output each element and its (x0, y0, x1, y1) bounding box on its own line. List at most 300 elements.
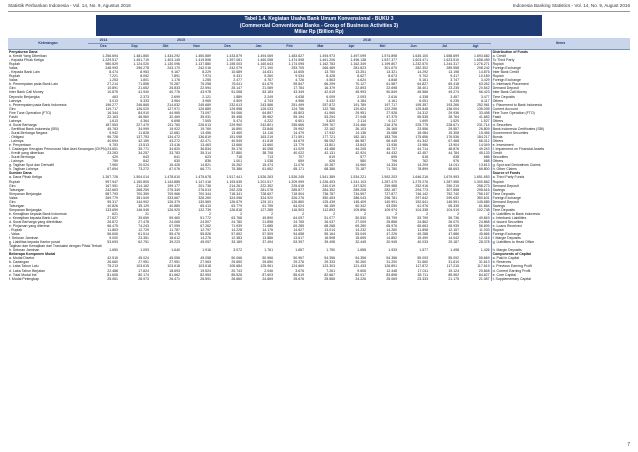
row-label-id: h. Tagihan Lainnya (9, 167, 39, 172)
value-cell: 9.606 (357, 268, 367, 273)
value-cell: 231.714 (476, 122, 490, 127)
row-label-en: Inter Bank Call Money (491, 90, 630, 94)
value-cell: 55.669 (478, 256, 490, 261)
value-cell: 6.117 (388, 118, 398, 123)
value-cell: 140.991 (384, 199, 398, 204)
value-cell: 31.610 (448, 260, 460, 265)
value-cell: 6.235 (450, 98, 460, 103)
value-cell: 3.820 (326, 118, 336, 123)
row-label-en: Securities (491, 155, 630, 159)
year-2015-header: 2015 (119, 38, 243, 44)
value-cell: 26.872 (107, 219, 118, 224)
value-cell: 66.299 (324, 82, 336, 87)
value-cell: 45.056 (169, 256, 180, 261)
value-cell: 24.507 (200, 219, 211, 224)
row-label-en: a. Paid in Capital (491, 256, 630, 260)
value-cell: 44.205 (355, 147, 367, 152)
value-cell: 41.940 (138, 90, 149, 95)
value-cell: 10.189 (478, 74, 490, 79)
value-cell: 40.826 (107, 203, 118, 208)
value-cell: 2 (457, 211, 460, 216)
value-cell: 26.070 (448, 219, 460, 224)
value-cell: 85.962 (448, 272, 460, 277)
month-header: Agt (460, 44, 491, 50)
value-cell: 34.999 (138, 126, 149, 131)
month-header: Sep (119, 44, 150, 50)
row-label-id: h. Setoran Jaminan (9, 248, 40, 253)
value-cell: 44.432 (386, 151, 398, 156)
value-cell: 125.961 (260, 264, 274, 269)
value-cell: 171.591 (291, 134, 305, 139)
value-cell: 27.214 (107, 82, 118, 87)
month-header: Des (88, 44, 119, 50)
items-header: Items (491, 38, 630, 50)
value-cell: 51.772 (200, 215, 211, 220)
value-cell: 12.416 (478, 236, 490, 241)
value-cell: 57.509 (262, 232, 274, 237)
value-cell: 15.474 (262, 163, 274, 168)
value-cell: 1.496.138 (350, 58, 367, 63)
value-cell: 34.820 (169, 147, 180, 152)
value-cell: 53.183 (262, 90, 274, 95)
row-label-en: g. Spot and Derivatives Claims (491, 163, 630, 167)
value-cell: 13.251 (355, 70, 367, 75)
value-cell: 26.973 (138, 276, 149, 281)
value-cell: 55.826 (200, 232, 211, 237)
value-cell: 13.779 (293, 143, 305, 148)
value-cell: 81.662 (169, 272, 180, 277)
value-cell: 1.093 (140, 248, 149, 253)
row-label-id: Tagihan dan Kewajiban dari Transaksi dengan Pihak Terkait (9, 244, 102, 249)
value-cell: 214.466 (353, 122, 367, 127)
value-cell: 187.553 (105, 122, 118, 127)
value-cell: 17.824 (138, 268, 149, 273)
value-cell: 301.670 (384, 66, 398, 71)
value-cell: 80.174 (138, 272, 149, 277)
value-cell: 136.004 (446, 106, 460, 111)
month-header: Mar (305, 44, 336, 50)
value-cell: 9.034 (295, 74, 305, 79)
value-cell: 1.244.317 (443, 62, 460, 67)
row-label-en: Rupiah (491, 228, 630, 232)
value-cell: 61.755 (262, 203, 274, 208)
value-cell: 580 (360, 159, 367, 164)
row-label-id: c. Penempatan pada Bank Indonesia (9, 102, 67, 107)
value-cell: 307.558 (446, 187, 460, 192)
value-cell: 59.194 (293, 114, 305, 119)
value-cell: 1.541.389 (319, 175, 336, 180)
row-label-id: a. Kredit Yang Diberikan (9, 54, 47, 59)
value-cell: 25.676 (293, 276, 305, 281)
value-cell: 19.922 (169, 126, 180, 131)
value-cell: 14.479 (293, 130, 305, 135)
value-cell: 643 (143, 155, 149, 160)
value-cell: 299.632 (446, 195, 460, 200)
value-cell: 73.097 (200, 110, 211, 115)
row-label-id: b. Cadangan (9, 260, 30, 265)
value-cell: 117.872 (415, 264, 429, 269)
value-cell: 3.964 (171, 98, 180, 103)
value-cell: 65.171 (293, 167, 305, 172)
value-cell: 1.434.292 (164, 54, 180, 59)
row-label-en: h. Other Claims (491, 167, 630, 171)
table-body (8, 50, 630, 281)
value-cell: 196.277 (105, 102, 118, 107)
value-cell: 26.660 (107, 260, 118, 265)
value-cell: 271.190 (260, 66, 274, 71)
row-label-id: Tabungan (9, 187, 25, 192)
row-label-en: b. Liabilities to Bank Indonesia (491, 212, 630, 216)
value-cell: 5.474 (233, 118, 243, 123)
value-cell: 40.694 (107, 139, 118, 144)
value-cell: 296.278 (136, 66, 149, 71)
value-cell: 7.505 (202, 118, 211, 123)
value-cell: 41.618 (262, 139, 274, 144)
value-cell: 25.061 (107, 276, 118, 281)
value-cell: 14.334 (386, 163, 398, 168)
value-cell: 28.764 (448, 114, 460, 119)
value-cell: 15.490 (417, 236, 429, 241)
table-unit: Miliar Rp (Billion Rp) (294, 29, 344, 35)
row-label-en: Demand Deposit (491, 86, 630, 90)
value-cell: 125.848 (415, 106, 429, 111)
value-cell: 13.456 (200, 130, 211, 135)
value-cell: 9.417 (450, 74, 460, 79)
value-cell: 1.497.099 (350, 54, 367, 59)
row-label-id: Fine Tune Operation (FTO) (9, 110, 52, 115)
value-cell: 41.960 (324, 110, 336, 115)
value-cell: 6.117 (481, 98, 490, 103)
value-cell: 227.479 (136, 122, 149, 127)
value-cell: 1.603.471 (412, 58, 429, 63)
value-cell: 13.014 (324, 228, 336, 233)
value-cell: 14.627 (293, 228, 305, 233)
value-cell: 222.352 (260, 183, 274, 188)
value-cell: 13.843 (355, 143, 367, 148)
row-label-en: Time Deposits (491, 208, 630, 212)
value-cell: 31.613 (478, 260, 490, 265)
value-cell: 40.549 (231, 139, 243, 144)
value-cell: 1.650 (109, 248, 118, 253)
value-cell: 248.993 (105, 66, 118, 71)
value-cell: 16.426 (169, 163, 180, 168)
value-cell: 9.000 (109, 236, 118, 241)
row-label-id: g. Liabilitas kepada Kantor pusat (9, 240, 60, 245)
value-cell: 246.865 (136, 102, 149, 107)
value-cell: 40.022 (293, 151, 305, 156)
value-cell: 18.612 (169, 236, 180, 241)
value-cell: 463 (112, 94, 118, 99)
value-cell: 35.771 (138, 147, 149, 152)
row-label-id: a. Modal Disetor (9, 256, 35, 261)
value-cell: 666 (483, 155, 490, 160)
value-cell: 250.219 (446, 183, 460, 188)
value-cell: 9.702 (419, 74, 429, 79)
row-label-id: - Lainnya (9, 139, 24, 144)
value-cell: 1.801 (140, 78, 149, 83)
value-cell: 13.463 (200, 143, 211, 148)
value-cell: 23.263 (107, 151, 118, 156)
value-cell: 242.801 (260, 122, 274, 127)
value-cell: 66.475 (107, 224, 118, 229)
value-cell: 2 (178, 211, 180, 216)
value-cell: 50.967 (293, 256, 305, 261)
row-label-en: f. Impairment on Financial Assets (491, 147, 630, 151)
value-cell: 15.456 (478, 130, 490, 135)
value-cell: 65.976 (386, 224, 398, 229)
value-cell: 20.024 (138, 163, 149, 168)
value-cell: 240.019 (322, 183, 336, 188)
row-label-en: To Third Party (491, 58, 630, 62)
value-cell: 59.847 (293, 82, 305, 87)
value-cell: 14.876 (478, 70, 490, 75)
value-cell: 1.433.879 (226, 54, 243, 59)
value-cell: 27.951 (138, 260, 149, 265)
value-cell: 1.461.206 (319, 58, 336, 63)
value-cell: 61.976 (417, 203, 429, 208)
value-cell: 102.748 (476, 207, 490, 212)
value-cell: 21.175 (448, 276, 460, 281)
value-cell: 53.397 (293, 240, 305, 245)
value-cell: 103.618 (198, 264, 211, 269)
value-cell: 718.504 (291, 191, 305, 196)
value-cell: 53.294 (324, 114, 336, 119)
value-cell: 61.342 (417, 139, 429, 144)
value-cell: 40.776 (169, 90, 180, 95)
value-cell: 199.177 (167, 183, 180, 188)
value-cell: 1.450.889 (195, 54, 211, 59)
value-cell: 718.341 (229, 191, 243, 196)
month-header: Jul (429, 44, 460, 50)
value-cell: 75.213 (107, 264, 118, 269)
value-cell: 281.823 (353, 66, 367, 71)
value-cell: 4.222 (264, 118, 274, 123)
value-cell: 14.852 (386, 236, 398, 241)
value-cell: 275.349 (167, 187, 180, 192)
value-cell: 228.671 (446, 122, 460, 127)
value-cell: 62.751 (138, 240, 149, 245)
row-label-id: Simpanan Berjangka (9, 191, 42, 196)
value-cell: 24.669 (262, 276, 274, 281)
value-cell: 83.711 (417, 272, 429, 277)
row-label-id: d. Surat Berharga (9, 122, 37, 127)
value-cell: 55.092 (448, 256, 460, 261)
value-cell: 229.960 (229, 122, 243, 127)
value-cell: 32.469 (169, 114, 180, 119)
value-cell: 324.056 (229, 195, 243, 200)
value-cell: 21.652 (138, 86, 149, 91)
value-cell: 14.960 (355, 163, 367, 168)
value-cell: 45.737 (386, 147, 398, 152)
value-cell: 167.951 (105, 183, 118, 188)
value-cell: 40.058 (262, 147, 274, 152)
value-cell: 282.187 (384, 187, 398, 192)
value-cell: 1.419.896 (195, 58, 211, 63)
value-cell: 71.939 (231, 224, 243, 229)
value-cell: 12.797 (200, 228, 211, 233)
value-cell: 29.992 (293, 126, 305, 131)
row-label-id: Rupiah (9, 62, 21, 67)
value-cell: 14.209 (417, 163, 429, 168)
value-cell: 9.753 (109, 143, 118, 148)
value-cell: 1.640 (171, 248, 180, 253)
value-cell: 268.259 (136, 187, 149, 192)
value-cell: 29.650 (231, 260, 243, 265)
row-label-en: Demand Deposit (491, 200, 630, 204)
row-label-en: f. Margin Deposits (491, 236, 630, 240)
value-cell: 1.193.635 (226, 179, 243, 184)
value-cell: 1.577 (419, 248, 429, 253)
value-cell: 56.606 (107, 232, 118, 237)
value-cell: 24.780 (231, 219, 243, 224)
value-cell: 4.338 (419, 94, 429, 99)
value-cell: 2 (240, 211, 243, 216)
value-cell: 95.317 (107, 199, 118, 204)
value-cell: 29.187 (448, 240, 460, 245)
value-cell: 163.219 (260, 134, 274, 139)
value-cell: 45.566 (417, 90, 429, 95)
value-cell: 22.163 (107, 114, 118, 119)
row-label-id: Simpanan Berjangka (9, 207, 42, 212)
value-cell: 1.229.517 (102, 58, 118, 63)
value-cell: 350.601 (476, 195, 490, 200)
value-cell: 1.241.103 (350, 179, 367, 184)
row-label-en: Bonds (491, 135, 630, 139)
value-cell: 24.226 (355, 276, 367, 281)
value-cell: 60.342 (355, 203, 367, 208)
value-cell: 2.046 (264, 268, 274, 273)
value-cell: 351.549 (136, 195, 149, 200)
value-cell: 193.266 (446, 102, 460, 107)
value-cell: 49.288 (417, 232, 429, 237)
value-cell: 211.760 (167, 122, 180, 127)
value-cell: 700.359 (136, 191, 149, 196)
value-cell: 19.769 (200, 126, 211, 131)
value-cell: 191.789 (353, 102, 367, 107)
value-cell: 23.333 (417, 276, 429, 281)
value-cell: 1.613 (109, 118, 118, 123)
value-cell: 7.221 (109, 74, 118, 79)
row-label-id: e. Total Modal Inti (9, 272, 37, 277)
row-label-en: Credit (491, 151, 630, 155)
value-cell: 54.356 (386, 256, 398, 261)
value-cell: 252.916 (415, 183, 429, 188)
value-cell: 69.418 (448, 82, 460, 87)
value-cell: 82.553 (200, 272, 211, 277)
row-label-en: Bank Indonesia Certificates (SBI) (491, 127, 630, 131)
value-cell: 251.499 (291, 102, 305, 107)
value-cell: 286.043 (353, 195, 367, 200)
value-cell: 326.276 (291, 195, 305, 200)
row-label-en: Foreign Exchange (491, 66, 630, 70)
value-cell: 75.386 (231, 167, 243, 172)
value-cell: 35.314 (200, 151, 211, 156)
value-cell: 7.960 (109, 163, 118, 168)
row-label-id: f. Cadangan Kerugian Penurunan Nilai Aset Keuangan (CKPN) (9, 147, 107, 152)
value-cell: 14.176 (262, 228, 274, 233)
value-cell: 2 (333, 211, 336, 216)
value-cell: 19.124 (448, 268, 460, 273)
row-label-en: c. Previous Earning Profit (491, 264, 630, 268)
value-cell: 14.042 (448, 236, 460, 241)
value-cell: 112.893 (322, 207, 336, 212)
table-title: Tabel 1.4. Kegiatan Usaha Bank Umum Konvensional - BUKU 3 (244, 16, 394, 22)
value-cell: 1.475.678 (195, 175, 211, 180)
value-cell: 68.268 (324, 224, 336, 229)
month-header: Nov (181, 44, 212, 50)
value-cell: 66.159 (324, 203, 336, 208)
value-cell: 1.646.216 (412, 175, 429, 180)
value-cell: 45.803 (293, 110, 305, 115)
value-cell: 67.262 (200, 224, 211, 229)
value-cell: 13.198 (448, 70, 460, 75)
value-cell: 713 (267, 155, 274, 160)
value-cell: 144.902 (136, 199, 149, 204)
value-cell: 30.260 (355, 260, 367, 265)
value-cell: 51.058 (231, 90, 243, 95)
value-cell: 1.933 (388, 248, 398, 253)
row-label-en: b. Interbank Placement (491, 82, 630, 86)
value-cell: 129.101 (260, 199, 274, 204)
value-cell: 24.765 (293, 219, 305, 224)
value-cell: 71.780 (386, 167, 398, 172)
value-cell: 135.005 (476, 106, 490, 111)
value-cell: 57.652 (231, 232, 243, 237)
value-cell: 26.037 (324, 219, 336, 224)
value-cell: 1.526.245 (288, 175, 305, 180)
value-cell: 15.695 (355, 236, 367, 241)
month-header: Jun (398, 44, 429, 50)
value-cell: 13.666 (231, 143, 243, 148)
row-label-en: a. Third Party Funds (491, 175, 630, 179)
value-cell: 296.781 (384, 195, 398, 200)
value-cell: 2 (364, 211, 367, 216)
value-cell: 45.024 (138, 256, 149, 261)
value-cell: 4.364 (140, 118, 149, 123)
value-cell: 124.756 (291, 106, 305, 111)
value-cell: 216.376 (384, 122, 398, 127)
row-label-en: g. Liabilities to Head Office (491, 240, 630, 244)
row-label-en: Savings (491, 188, 630, 192)
value-cell: 1.137.880 (195, 62, 211, 67)
value-cell: 117.215 (446, 264, 460, 269)
value-cell: 117.619 (477, 264, 490, 269)
value-cell: 11.828 (138, 130, 149, 135)
value-cell: 39.498 (324, 240, 336, 245)
value-cell: 298.242 (476, 66, 490, 71)
value-cell: 151.098 (229, 134, 243, 139)
value-cell: 69.285 (293, 224, 305, 229)
value-cell: 146.591 (446, 199, 460, 204)
value-cell: 74.243 (138, 224, 149, 229)
value-cell: 587.793 (105, 191, 118, 196)
value-cell: 226.613 (198, 122, 211, 127)
value-cell: 129.558 (229, 106, 243, 111)
value-cell: 65.663 (417, 224, 429, 229)
row-label-en: Others (491, 99, 630, 103)
value-cell: 126.379 (167, 199, 180, 204)
value-cell: 22.162 (324, 126, 336, 131)
value-cell: 50.530 (355, 215, 367, 220)
row-label-id: Lainnya (9, 118, 22, 123)
row-label-id: Penyaluran Dana (9, 50, 38, 54)
value-cell: 42.516 (107, 256, 118, 261)
value-cell: 201.736 (198, 183, 211, 188)
header-rule (8, 11, 630, 12)
row-label-en: Others (491, 159, 630, 163)
value-cell: 14.232 (355, 228, 367, 233)
value-cell: 10.689 (231, 70, 243, 75)
